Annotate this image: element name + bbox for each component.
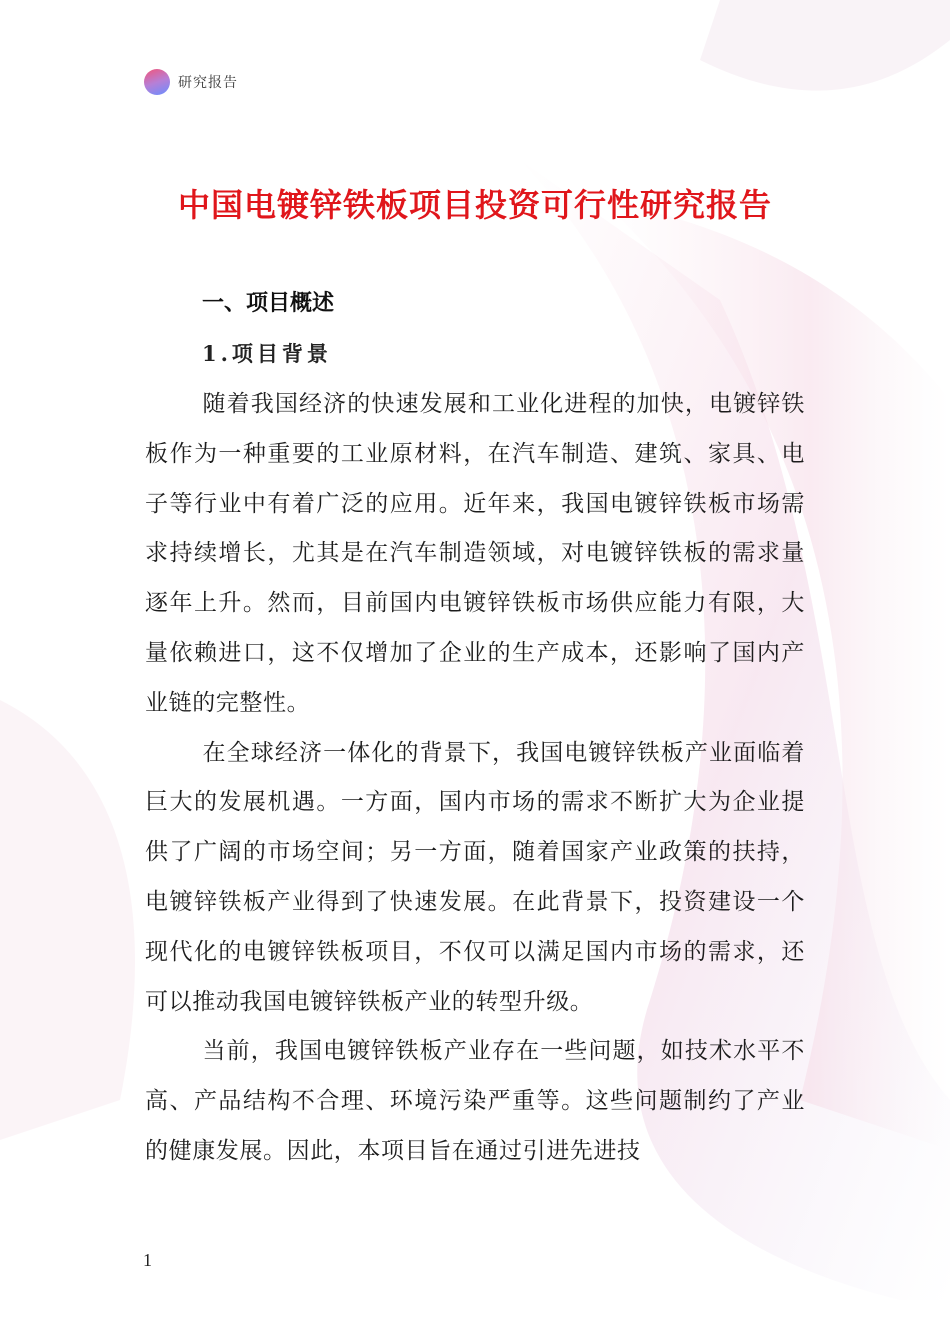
section-heading: 一、项目概述 [202, 291, 335, 316]
paragraph: 在全球经济一体化的背景下，我国电镀锌铁板产业面临着巨大的发展机遇。一方面，国内市场的需求不断扩大为企业提供了广阔的市场空间；另一方面，随着国家产业政策的扶持，电镀锌铁板产业得到了快速发展。在此背景下，投资建设一个现代化的电镀锌铁板项目，不仅可以满足国内市场的需求，还可以推动我国电镀锌铁板产业的转型升级。 [145, 739, 805, 1015]
document-title: 中国电镀锌铁板项目投资可行性研究报告 [177, 186, 772, 224]
subsection-heading: 1.项目背景 [202, 341, 332, 366]
page-header [144, 68, 238, 96]
gradient-circle-logo-icon [144, 69, 170, 95]
body-text [145, 380, 805, 1177]
paragraph: 当前，我国电镀锌铁板产业存在一些问题，如技术水平不高、产品结构不合理、环境污染严重等。这些问题制约了产业的健康发展。因此，本项目旨在通过引进先进技 [145, 1038, 805, 1164]
paragraph: 随着我国经济的快速发展和工业化进程的加快，电镀锌铁板作为一种重要的工业原材料，在汽车制造、建筑、家具、电子等行业中有着广泛的应用。近年来，我国电镀锌铁板市场需求持续增长，尤其是在汽车制造领域，对电镀锌铁板的需求量逐年上升。然而，目前国内电镀锌铁板市场供应能力有限，大量依赖进口，这不仅增加了企业的生产成本，还影响了国内产业链的完整性。 [145, 391, 805, 716]
header-label: 研究报告 [178, 75, 238, 91]
page-number: 1 [143, 1250, 152, 1270]
